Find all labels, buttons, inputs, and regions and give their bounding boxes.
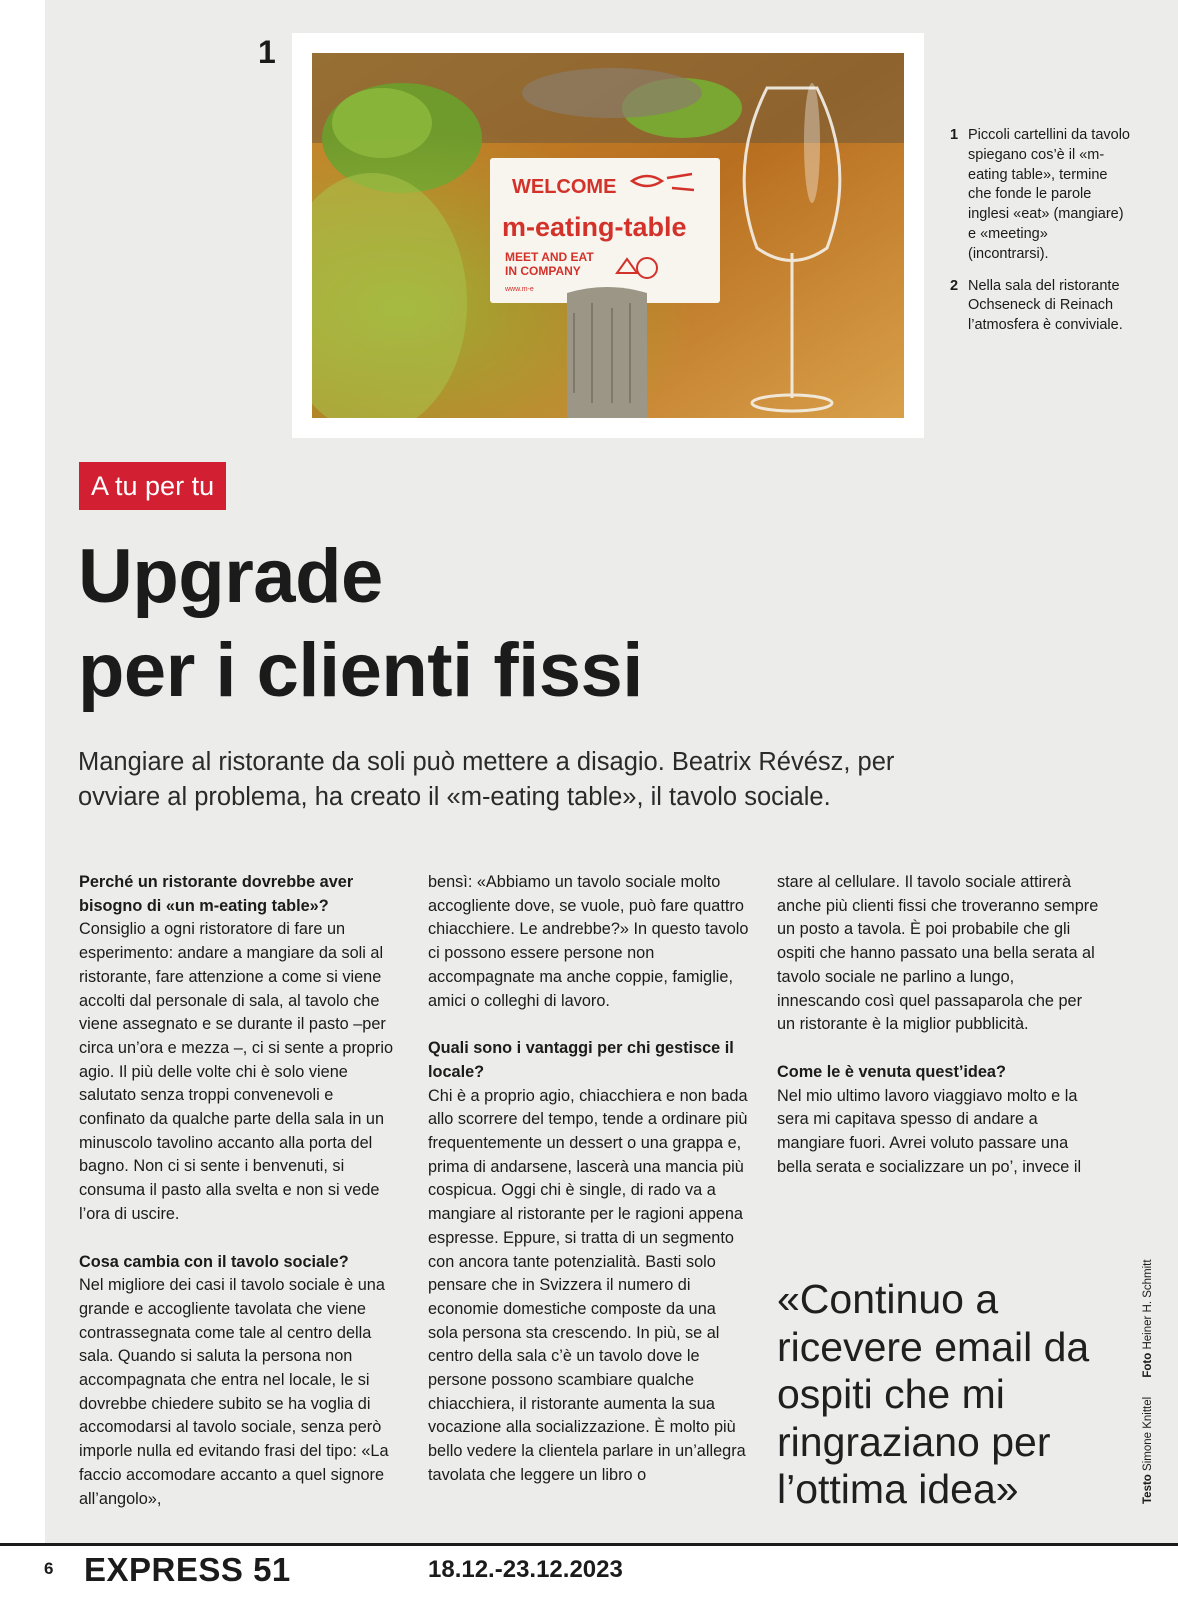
photo-captions (950, 126, 1130, 348)
page-number: 6 (44, 1559, 54, 1578)
article-column-2 (428, 871, 750, 1488)
interview-answer: stare al cellulare. Il tavolo sociale attirerà anche più clienti fissi che troveranno sempre un posto a tavola. È poi probabile che gli ospiti che hanno passato una bella serata al tavolo sociale ne parlino a lungo, innescando così quel passaparola che per un ristorante è la miglior pubblicità. (777, 873, 1099, 1034)
caption-text: Nella sala del ristorante Ochseneck di Reinach l’atmosfera è conviviale. (968, 277, 1123, 334)
credit-text-label: Testo (1142, 1474, 1154, 1504)
headline-line-1: Upgrade (78, 534, 383, 619)
caption-item (950, 126, 1130, 265)
caption-number: 1 (950, 127, 959, 143)
credit-photo-label: Foto (1142, 1352, 1154, 1378)
caption-item (950, 277, 1130, 336)
interview-question: Come le è venuta quest’idea? (777, 1062, 1006, 1081)
headline (78, 530, 643, 718)
interview-answer: bensì: «Abbiamo un tavolo sociale molto accogliente dove, se vuole, può fare quattro chiacchiere. Le andrebbe?» In questo tavolo ci possono essere persone non accompagnate ma anche coppie, famiglie, amici o colleghi di lavoro. (428, 873, 749, 1010)
table-card (490, 158, 720, 303)
card-brand: m-eating-table (502, 212, 687, 242)
caption-number: 2 (950, 277, 959, 294)
photo-number: 1 (258, 34, 276, 70)
article-column-1 (79, 871, 401, 1511)
caption-text: Piccoli cartellini da tavolo spiegano cos’è il «m-eating table», termine che fonde le parole inglesi «eat» (mangiare) e «meeting» (incontrarsi). (968, 127, 1130, 262)
restaurant-table-photo (312, 53, 904, 418)
article-column-3 (777, 871, 1099, 1179)
card-welcome: WELCOME (512, 176, 617, 198)
interview-question: Cosa cambia con il tavolo sociale? (79, 1252, 349, 1271)
issue-dates: 18.12.-23.12.2023 (428, 1556, 623, 1583)
card-tagline-2: IN COMPANY (505, 264, 581, 278)
interview-answer: Chi è a proprio agio, chiacchiera e non bada allo scorrere del tempo, tende a ordinare più frequentemente un dessert o una grappa e, prima di andarsene, lascerà una mancia più cospicua. Oggi chi è single, di rado va a mangiare al ristorante per le ragioni appena espresse. Eppure, si tratta di un segmento con ancora tante potenzialità. Basti solo pensare che in Svizzera il numero di economie domestiche composte da una sola persona sta crescendo. In più, se al centro della sala c’è un tavolo dove le persone possono scambiare qualche chiacchiera, il ristorante aumenta la sua vocazione alla socializzazione. È molto più bello vedere la clientela parlare in un’allegra tavolata che leggere un libro o (428, 1086, 748, 1484)
interview-question: Perché un ristorante dovrebbe aver bisogno di «un m-eating table»? (79, 873, 354, 915)
interview-question: Quali sono i vantaggi per chi gestisce il locale? (428, 1039, 734, 1081)
photo-frame (292, 33, 924, 438)
lead-paragraph: Mangiare al ristorante da soli può mettere a disagio. Beatrix Révész, per ovviare al problema, ha creato il «m-eating table», il tavolo sociale. (78, 748, 895, 811)
card-tagline-1: MEET AND EAT (505, 250, 594, 264)
pull-quote: «Continuo a ricevere email da ospiti che mi ringraziano per l’ottima idea» (777, 1276, 1090, 1512)
interview-answer: Nel migliore dei casi il tavolo sociale è una grande e accogliente tavolata che viene contrassegnata come tale al centro della sala. Quando si saluta la persona non accompagnata che entra nel locale, le si dovrebbe chiedere subito se ha voglia di accomodarsi al tavolo sociale, senza però imporle nulla ed evitando frasi del tipo: «La faccio accomodare accanto a quel signore all’angolo», (79, 1276, 389, 1508)
footer-divider (0, 1543, 1178, 1546)
credits (1142, 1214, 1154, 1504)
magazine-name: EXPRESS 51 (84, 1551, 291, 1588)
interview-answer: Consiglio a ogni ristoratore di fare un esperimento: andare a mangiare da soli al ristorante, fare attenzione a come si viene accolti dal personale di sala, al tavolo che viene assegnato e se durante il pasto –per circa un’ora e mezza –, ci si sente a proprio agio. Il più delle volte chi è solo viene salutato senza troppi convenevoli e confinato da qualche parte della sala in un minuscolo tavolino accanto alla porta del bagno. Non ci si sente i benvenuti, si consuma il pasto alla svelta e non si vede l’ora di uscire. (79, 920, 394, 1223)
credit-photo-author: Heiner H. Schmitt (1142, 1259, 1154, 1350)
section-tag: A tu per tu (79, 462, 226, 510)
headline-line-2: per i clienti fissi (78, 628, 643, 713)
credit-text-author: Simone Knittel (1142, 1396, 1154, 1471)
interview-answer: Nel mio ultimo lavoro viaggiavo molto e la sera mi capitava spesso di andare a mangiare fuori. Avrei voluto passare una bella serata e socializzare un po’, invece il (777, 1086, 1082, 1176)
card-url: www.m-e (505, 286, 534, 293)
